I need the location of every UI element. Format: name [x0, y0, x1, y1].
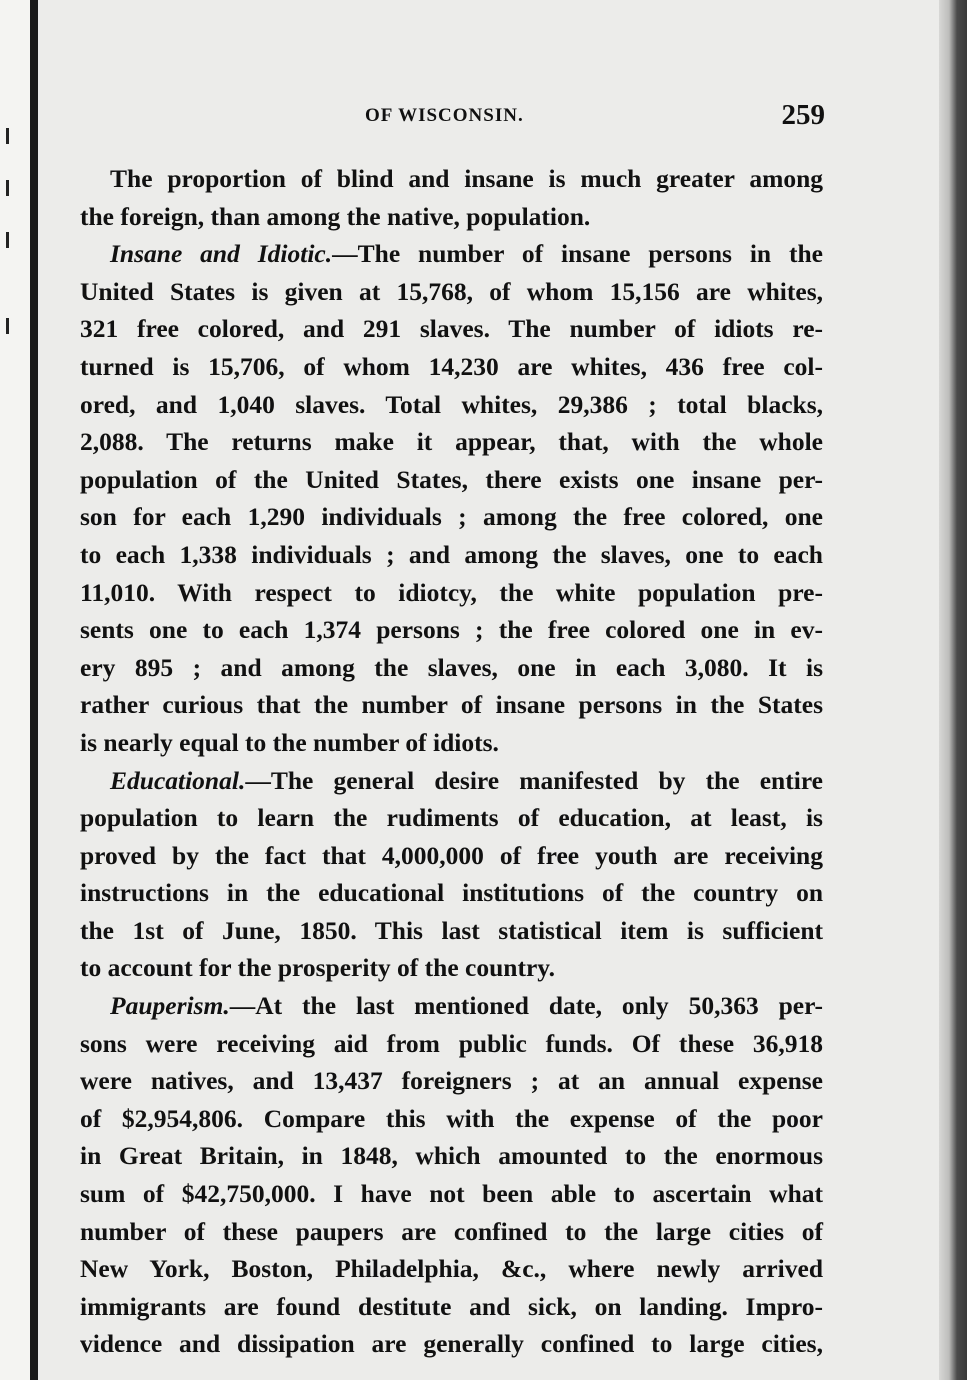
text-line: [80, 235, 823, 273]
text-line: immigrants are found destitute and sick, on landing. Impro-: [80, 1291, 823, 1321]
text-line: proved by the fact that 4,000,000 of free youth are receiving: [80, 840, 823, 870]
text-line: New York, Boston, Philadelphia, &c., where newly arrived: [80, 1254, 823, 1284]
text-line: sum of $42,750,000. I have not been able to ascertain what: [80, 1179, 823, 1209]
text-line: in Great Britain, in 1848, which amounted to the enormous: [80, 1141, 823, 1171]
text-line-rest: —The number of insane persons in the: [332, 239, 823, 269]
text-line: sents one to each 1,374 persons ; the free colored one in ev-: [80, 615, 823, 645]
text-line: sons were receiving aid from public funds. Of these 36,918: [80, 1028, 823, 1058]
text-line: 11,010. With respect to idiotcy, the white population pre-: [80, 577, 823, 607]
text-line: to account for the prosperity of the country.: [80, 953, 555, 983]
page-spine: [0, 0, 38, 1380]
text-line: number of these paupers are confined to the large cities of: [80, 1216, 823, 1246]
text-line: [80, 987, 823, 1025]
page-edge-shadow: [939, 0, 967, 1380]
page-number: 259: [781, 99, 825, 131]
text-line: ery 895 ; and among the slaves, one in each 3,080. It is: [80, 652, 823, 682]
page-header: [80, 99, 825, 135]
text-line: rather curious that the number of insane persons in the States: [80, 690, 823, 720]
text-line: turned is 15,706, of whom 14,230 are whites, 436 free col-: [80, 351, 823, 381]
spine-mark: [6, 180, 9, 196]
text-line: son for each 1,290 individuals ; among the free colored, one: [80, 502, 823, 532]
spine-mark: [6, 232, 9, 248]
text-line: the 1st of June, 1850. This last statistical item is sufficient: [80, 915, 823, 945]
text-line: the foreign, than among the native, population.: [80, 201, 591, 231]
text-line: of $2,954,806. Compare this with the expense of the poor: [80, 1103, 823, 1133]
running-title: OF WISCONSIN.: [365, 105, 524, 126]
spine-mark: [6, 318, 9, 334]
spine-mark: [6, 128, 9, 144]
text-line: 2,088. The returns make it appear, that, with the whole: [80, 427, 823, 457]
text-line: population of the United States, there exists one insane per-: [80, 464, 823, 494]
text-line: The proportion of blind and insane is much greater among: [110, 164, 823, 193]
text-line: United States is given at 15,768, of whom 15,156 are whites,: [80, 276, 823, 306]
text-line: vidence and dissipation are generally confined to large cities,: [80, 1329, 823, 1359]
text-line: were natives, and 13,437 foreigners ; at an annual expense: [80, 1066, 823, 1096]
text-line: 321 free colored, and 291 slaves. The number of idiots re-: [80, 314, 823, 344]
section-heading: Pauperism.: [110, 991, 230, 1021]
text-line: is nearly equal to the number of idiots.: [80, 727, 499, 757]
text-line: [80, 762, 823, 800]
text-line-rest: —The general desire manifested by the entire: [245, 765, 823, 795]
section-heading: Educational.: [110, 765, 246, 795]
text-line: to each 1,338 individuals ; and among the slaves, one to each: [80, 539, 823, 569]
body-text: [80, 160, 823, 1363]
text-line: ored, and 1,040 slaves. Total whites, 29,386 ; total blacks,: [80, 389, 823, 419]
text-line: instructions in the educational institutions of the country on: [80, 878, 823, 908]
text-line: population to learn the rudiments of education, at least, is: [80, 803, 823, 833]
section-heading: Insane and Idiotic.: [110, 239, 333, 269]
text-line-rest: —At the last mentioned date, only 50,363 per-: [229, 991, 823, 1021]
